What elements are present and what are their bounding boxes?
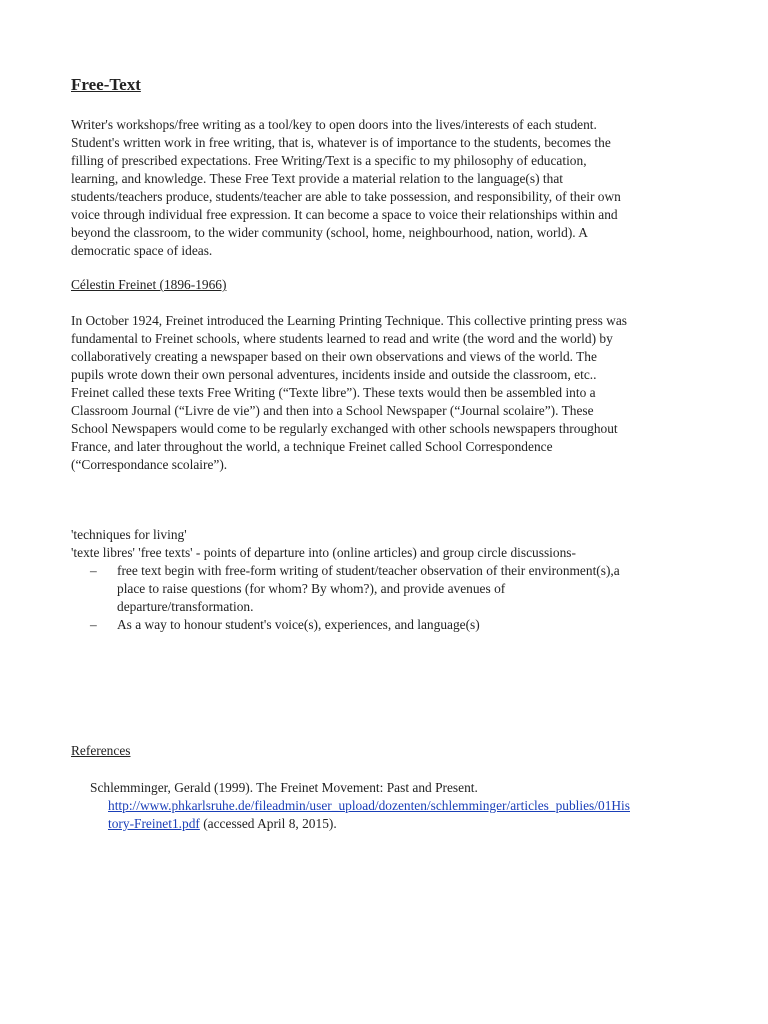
bullet-line: place to raise questions (for whom? By whom?), and provide avenues of — [117, 581, 506, 596]
citation-author-line: Schlemminger, Gerald (1999). The Freinet Movement: Past and Present. — [90, 780, 478, 795]
techniques-line: 'techniques for living' — [71, 527, 187, 542]
freinet-line: Classroom Journal (“Livre de vie”) and then into a School Newspaper (“Journal scolaire”). These — [71, 403, 594, 418]
list-item — [90, 616, 620, 634]
reference-link[interactable]: http://www.phkarlsruhe.de/fileadmin/user_upload/dozenten/schlemminger/articles_publies/01His — [108, 798, 630, 813]
intro-line: filling of prescribed expectations. Free Writing/Text is a specific to my philosophy of education, — [71, 153, 587, 168]
techniques-line: 'texte libres' 'free texts' - points of departure into (online articles) and group circle discussions- — [71, 545, 576, 560]
freinet-heading: Célestin Freinet (1896-1966) — [71, 277, 227, 292]
intro-paragraph — [71, 116, 621, 260]
bullet-line: As a way to honour student's voice(s), experiences, and language(s) — [117, 617, 480, 632]
intro-line: Writer's workshops/free writing as a tool/key to open doors into the lives/interests of each student. — [71, 117, 597, 132]
dash-bullet-icon: – — [90, 563, 97, 578]
intro-line: beyond the classroom, to the wider community (school, home, neighbourhood, nation, world). A — [71, 225, 588, 240]
intro-line: learning, and knowledge. These Free Text provide a material relation to the language(s) that — [71, 171, 563, 186]
list-item — [90, 562, 620, 616]
references-heading: References — [71, 743, 131, 758]
intro-line: democratic space of ideas. — [71, 243, 213, 258]
freinet-line: Freinet called these texts Free Writing (“Texte libre”). These texts would then be assembled into a — [71, 385, 596, 400]
document-title: Free-Text — [71, 75, 141, 94]
freinet-line: (“Correspondance scolaire”). — [71, 457, 228, 472]
intro-line: voice through individual free expression. It can become a space to voice their relationships within and — [71, 207, 618, 222]
freinet-line: pupils wrote down their own personal adventures, incidents inside and outside the classroom, etc.. — [71, 367, 597, 382]
reference-citation — [90, 779, 630, 833]
freinet-line: School Newspapers would come to be regularly exchanged with other schools newspapers throughout — [71, 421, 618, 436]
bullet-line: free text begin with free-form writing of student/teacher observation of their environment(s),a — [117, 563, 620, 578]
intro-line: students/teachers produce, students/teacher are able to take possession, and responsibility, of their own — [71, 189, 621, 204]
dash-bullet-icon: – — [90, 617, 97, 632]
freinet-line: France, and later throughout the world, a technique Freinet called School Correspondence — [71, 439, 553, 454]
reference-link[interactable]: tory-Freinet1.pdf — [108, 816, 200, 831]
citation-url-line — [90, 797, 630, 815]
freinet-line: In October 1924, Freinet introduced the Learning Printing Technique. This collective printing press was — [71, 313, 628, 328]
bullet-list — [90, 562, 620, 634]
freinet-paragraph — [71, 312, 627, 474]
freinet-line: collaboratively creating a newspaper based on their own observations and views of the world. The — [71, 349, 597, 364]
techniques-paragraph — [71, 526, 576, 562]
intro-line: Student's written work in free writing, that is, whatever is of importance to the students, becomes the — [71, 135, 611, 150]
citation-accessed-text: (accessed April 8, 2015). — [199, 816, 337, 831]
citation-url-line — [90, 815, 630, 833]
bullet-line: departure/transformation. — [117, 599, 254, 614]
freinet-line: fundamental to Freinet schools, where students learned to read and write (the word and the world) by — [71, 331, 613, 346]
